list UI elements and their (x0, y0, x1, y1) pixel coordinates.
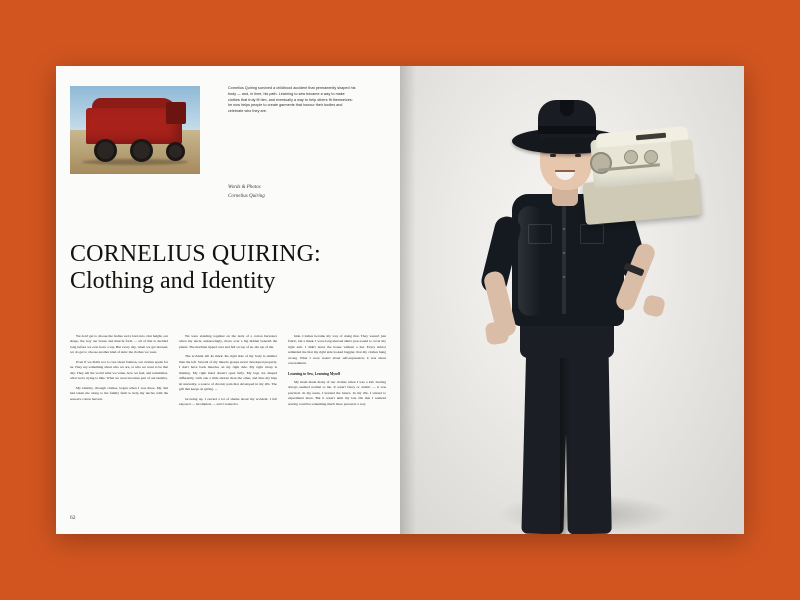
photo-machine-wheel (130, 139, 153, 162)
section-subheading: Learning to Sew, Learning Myself (288, 371, 341, 376)
figure-shirt-pocket-left (528, 224, 552, 244)
figure-hat-crease (560, 100, 574, 116)
figure-shirt-placket (562, 206, 566, 314)
headline-line-2: Clothing and Identity (70, 267, 276, 294)
body-column-2 (179, 334, 277, 411)
figure-shirt-highlight (518, 206, 542, 316)
figure-hand-right (642, 294, 666, 318)
headline-line-1: CORNELIUS QUIRING: (70, 241, 321, 267)
paragraph: My mom made many of our clothes when I was a kid. Sewing always seemed normal to me. It wasn't fancy or artistic — it was practical. In my teens, I learned the basics. In my 20s, I started to experiment more. But it wasn't until my late 20s that I realized sewing could be something much more personal: a way (288, 379, 386, 406)
paragraph: We don't get to choose the bodies we're born into. Our height, our shape, the way our bones and muscle form — all of this is decided long before we ever have a say. But every day, when we get dressed, we do get to choose another kind of skin: the clothes we wear. (70, 334, 168, 355)
byline-name: Cornelius Quiring (228, 193, 265, 199)
portrait-figure (400, 66, 744, 534)
paragraph: We were standing together on the deck of a cotton harvester when my uncle, unknowingly, drove over a big hidden beneath the plants. The machine tipped over and fell on top of us. On top of me. (179, 334, 277, 349)
paragraph: Even if we didn't not to care about fashion, our clothes speak for us. They say something about who we are, or who we want to be that day. They tell the world what we value, how we feel, and sometimes, what we're trying to hide. What we wear becomes part of our identity. (70, 359, 168, 381)
page-number: 62 (70, 515, 76, 521)
photo-machine-wheel (94, 139, 117, 162)
figure-shirt-button (563, 228, 565, 230)
right-page (400, 66, 744, 534)
paragraph: Growing up, I carried a lot of shame about my accident. I felt exposed — incomplete — and I wanted to (179, 396, 277, 406)
standfirst-text: Cornelius Quiring survived a childhood accident that permanently shaped his body — and, in time, his path. Learning to sew became a way to make clothes that truly fit him, and eventually a way to help others fit themselves: he now helps people to create garments that honour their bodies and celebrate who they are. (228, 86, 356, 114)
figure-leg-shading (560, 334, 570, 534)
paragraph: The accident left its mark: the right side of my body is smaller than the left. Several of my muscle groups never developed properly. I don't have back muscles on my right side. My right tricep is missing. My right hand doesn't open fully. My legs are shaped differently, with one a little shorter than the other, and thus my hips sit unevenly, a source of chronic pain that developed in my 20s. The gift that keeps on giving. ... (179, 354, 277, 392)
body-column-3 (288, 334, 386, 411)
page-title (70, 242, 380, 295)
body-column-1 (70, 334, 168, 411)
figure-leg-right (564, 334, 611, 534)
figure-shirt-button (563, 252, 565, 254)
figure-eye-right (575, 154, 581, 157)
figure-shirt-button (563, 276, 565, 278)
figure-hat-band (538, 126, 596, 134)
photo-machine-cab (166, 102, 186, 124)
figure-hand-left (485, 321, 510, 346)
paragraph: My identity, through clothes, began when I was three. My dad had taken me along to the family farm to help my uncles with the season's cotton harvest. (70, 385, 168, 401)
photo-machine-wheel (166, 142, 185, 161)
figure-shirt-pocket-right (580, 224, 604, 244)
sewing-machine-head (670, 139, 695, 181)
magazine-spread (56, 66, 744, 534)
harvester-photo (70, 86, 200, 174)
paragraph: hide. Clothes became my way of doing that. They weren't just fabric, but a mask. I wore long-sleeved shirts year-round to cover my right arm. I didn't leave the house without a hat. Every mirror reminded me that my right side looked baggier, that my clothes hung wrong. What I wore wasn't about self-expression; it was about concealment. (288, 334, 386, 366)
byline-label: Words & Photos (228, 185, 261, 190)
byline (228, 184, 356, 201)
left-page (56, 66, 400, 534)
figure-eye-left (550, 154, 556, 157)
body-columns (70, 334, 386, 411)
